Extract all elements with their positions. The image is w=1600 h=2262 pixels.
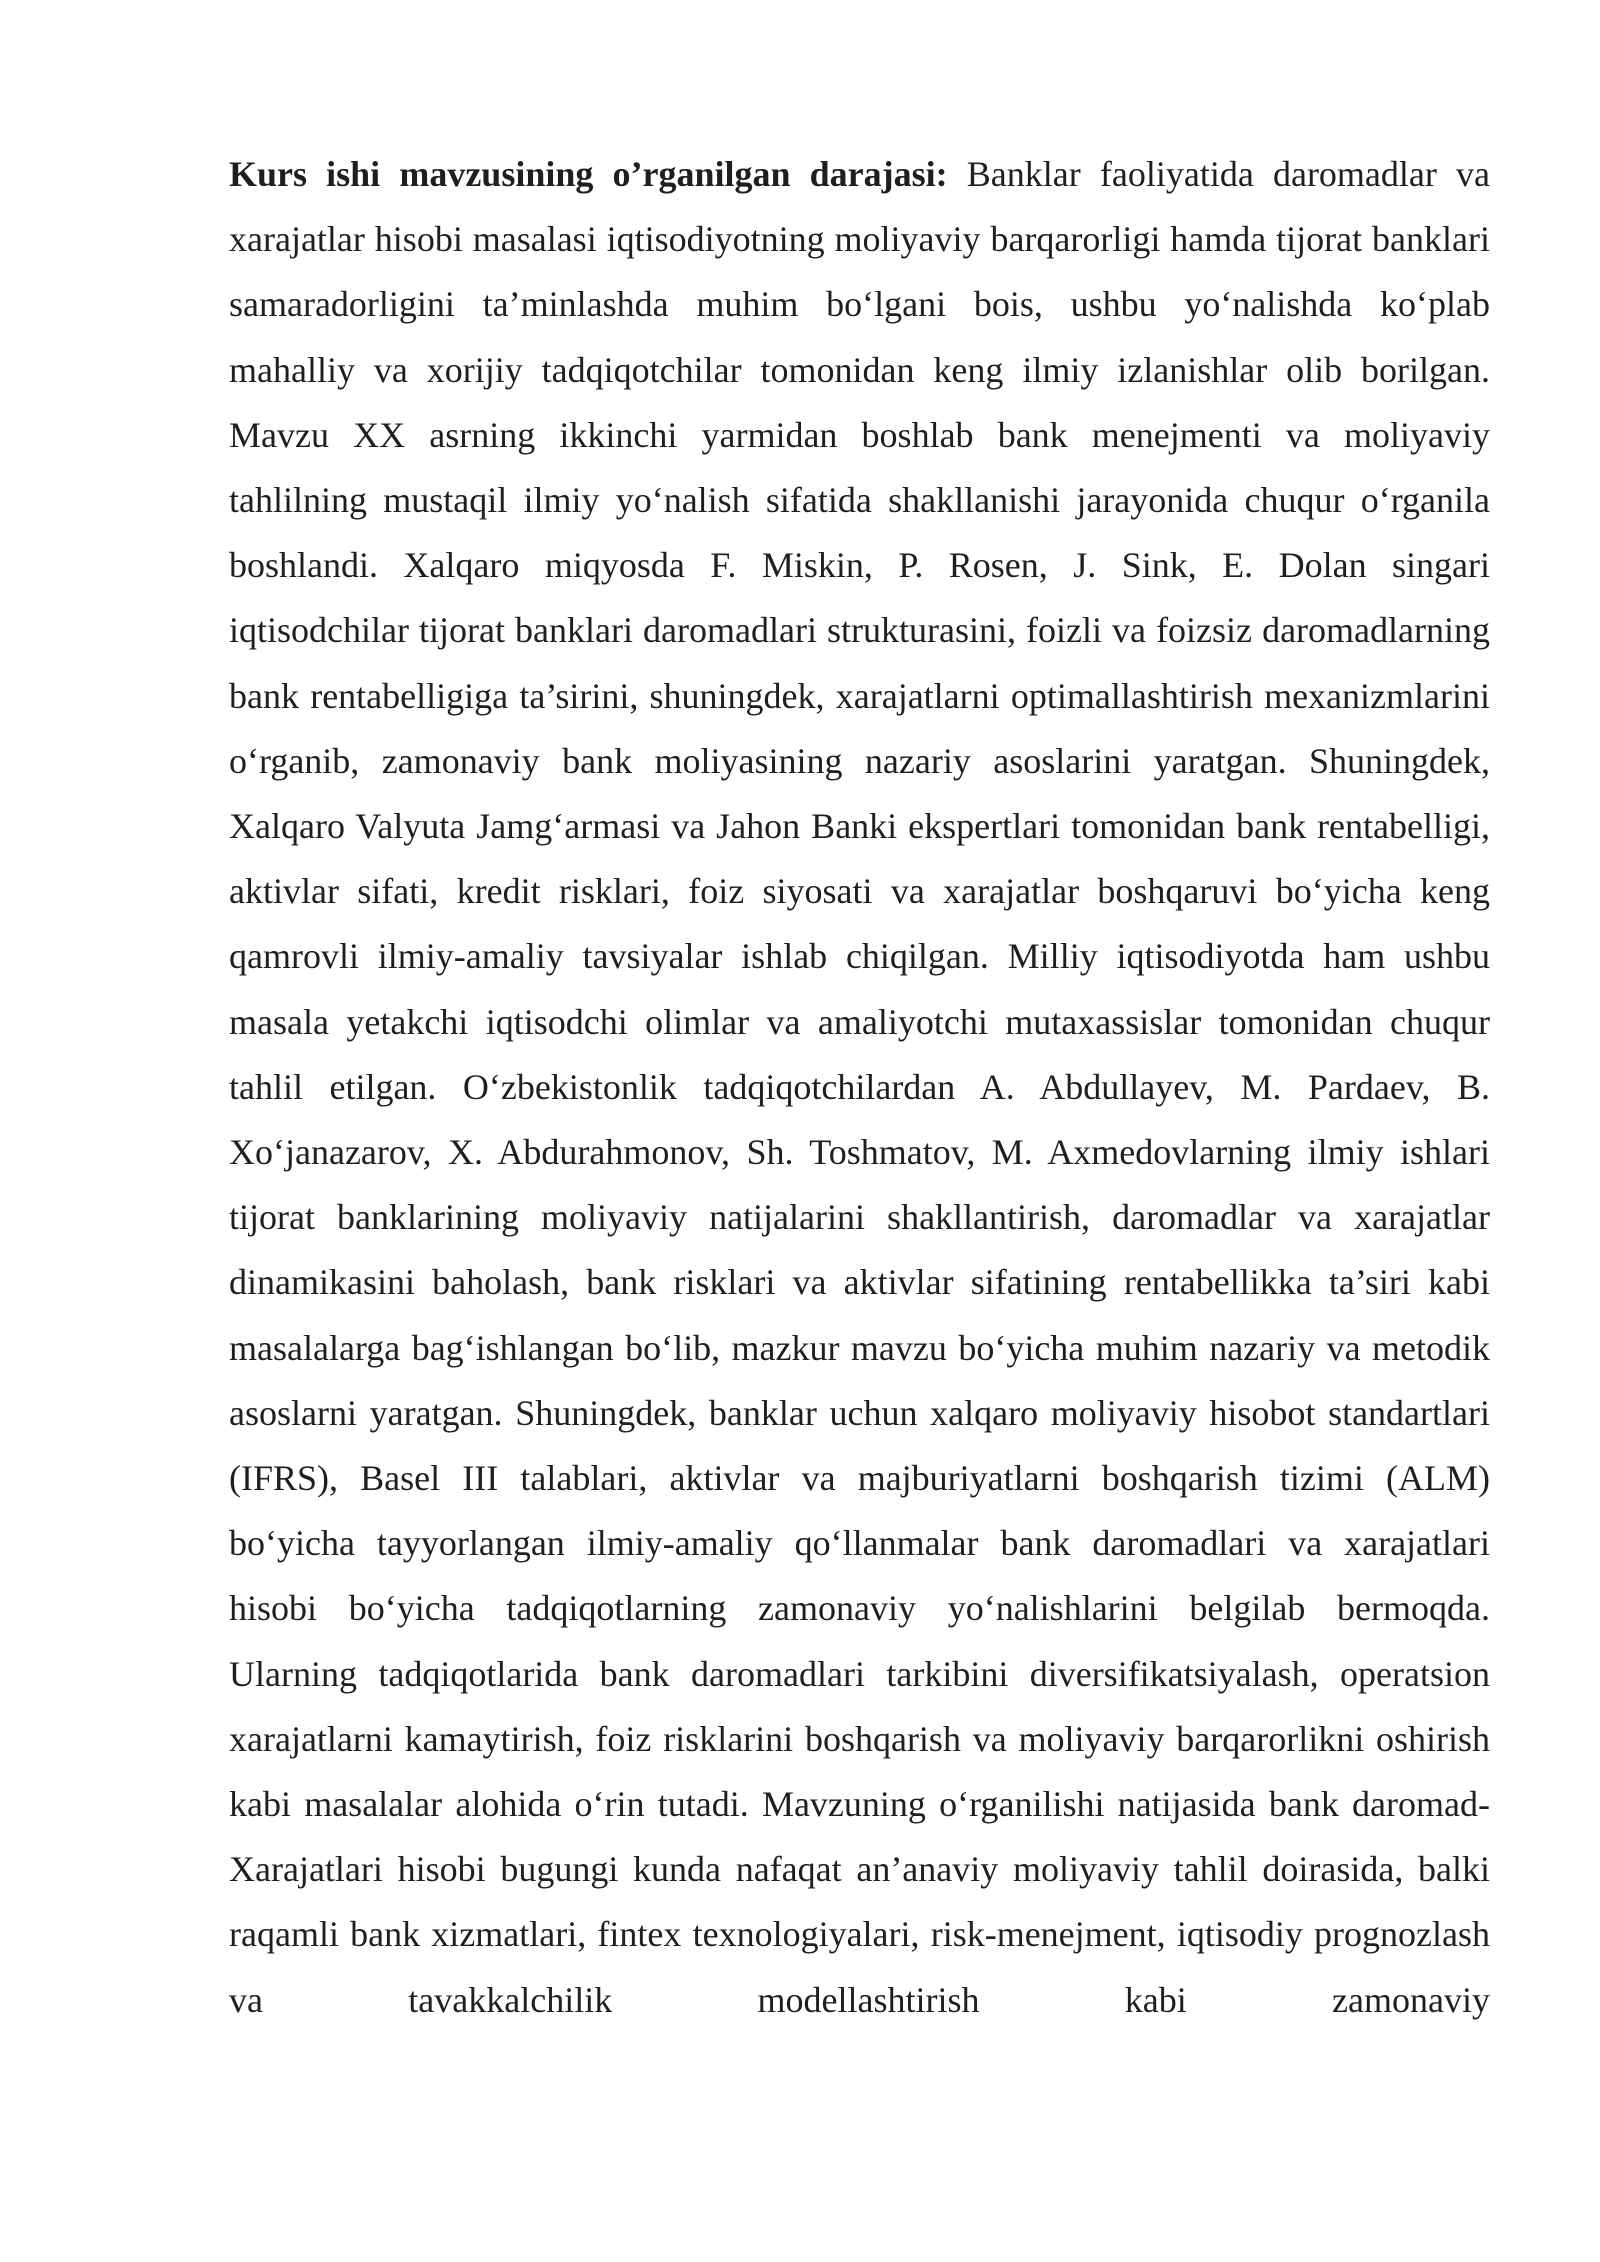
paragraph-text: Banklar faoliyatida daromadlar va xarajatlar hisobi masalasi iqtisodiyotning moliyaviy barqarorligi hamda tijorat banklari samaradorligini ta’minlashda muhim bo‘lgani bois, ushbu yo‘nalishda ko‘plab mahalliy va xorijiy tadqiqotchilar tomonidan keng ilmiy izlanishlar olib borilgan. Mavzu XX asrning ikkinchi yarmidan boshlab bank menejmenti va moliyaviy tahlilning mustaqil ilmiy yo‘nalish sifatida shakllanishi jarayonida chuqur o‘rganila boshlandi. Xalqaro miqyosda F. Miskin, P. Rosen, J. Sink, E. Dolan singari iqtisodchilar tijorat banklari daromadlari strukturasini, foizli va foizsiz daromadlarning bank rentabelligiga ta’sirini, shuningdek, xarajatlarni optimallashtirish mexanizmlarini o‘rganib, zamonaviy bank moliyasining nazariy asoslarini yaratgan. Shuningdek, Xalqaro Valyuta Jamg‘armasi va Jahon Banki ekspertlari tomonidan bank rentabelligi, aktivlar sifati, kredit risklari, foiz siyosati va xarajatlar boshqaruvi bo‘yicha keng qamrovli ilmiy-amaliy tavsiyalar ishlab chiqilgan. Milliy iqtisodiyotda ham ushbu masala yetakchi iqtisodchi olimlar va amaliyotchi mutaxassislar tomonidan chuqur tahlil etilgan. O‘zbekistonlik tadqiqotchilardan A. Abdullayev, M. Pardaev, B. Xo‘janazarov, X. Abdurahmonov, Sh. Toshmatov, M. Axmedovlarning ilmiy ishlari tijorat banklarining moliyaviy natijalarini shakllantirish, daromadlar va xarajatlar dinamikasini baholash, bank risklari va aktivlar sifatining rentabellikka ta’siri kabi masalalarga bag‘ishlangan bo‘lib, mazkur mavzu bo‘yicha muhim nazariy va metodik asoslarni yaratgan. Shuningdek, banklar uchun xalqaro moliyaviy hisobot standartlari (IFRS), Basel III talablari, aktivlar va majburiyatlarni boshqarish tizimi (ALM) bo‘yicha tayyorlangan ilmiy-amaliy qo‘llanmalar bank daromadlari va xarajatlari hisobi bo‘yicha tadqiqotlarning zamonaviy yo‘nalishlarini belgilab bermoqda. Ularning tadqiqotlarida bank daromadlari tarkibini diversifikatsiyalash, operatsion xarajatlarni kamaytirish, foiz risklarini boshqarish va moliyaviy barqarorlikni oshirish kabi masalalar alohida o‘rin tutadi. Mavzuning o‘rganilishi natijasida bank daromad-Xarajatlari hisobi bugungi kunda nafaqat an’anaviy moliyaviy tahlil doirasida, balki raqamli bank xizmatlari, fintex texnologiyalari, risk-menejment, iqtisodiy prognozlash va tavakkalchilik modellashtirish kabi zamonaviy [229, 154, 1490, 2020]
body-paragraph [229, 142, 1490, 2033]
section-heading: Kurs ishi mavzusining o’rganilgan darajasi: [229, 154, 948, 194]
